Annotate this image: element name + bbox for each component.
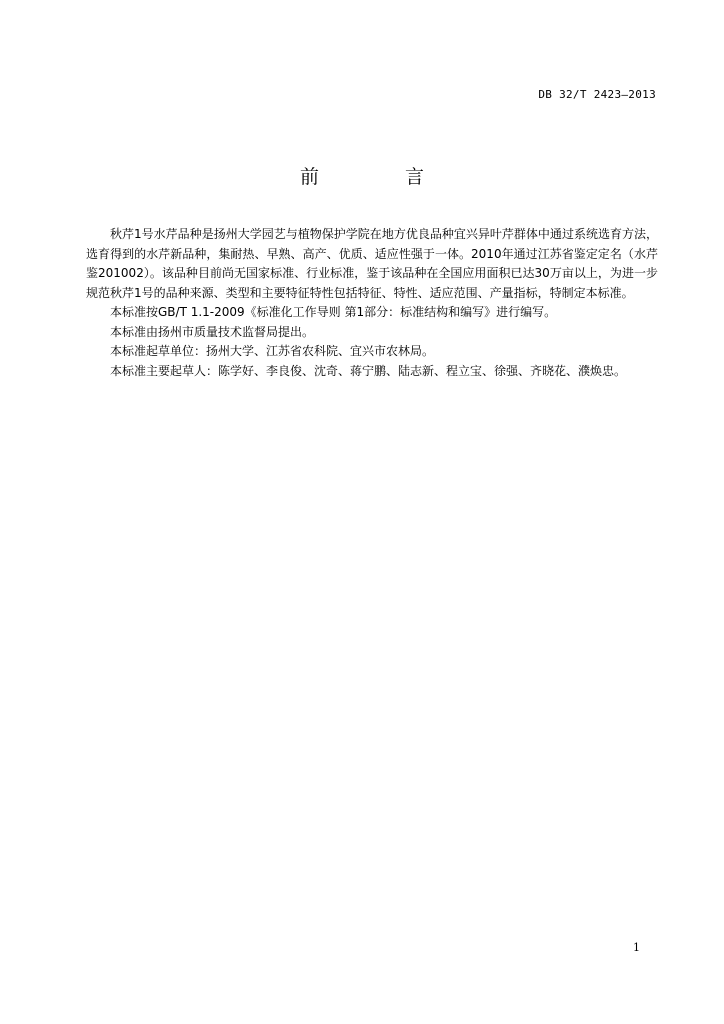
page-title: 前 言 bbox=[299, 166, 465, 188]
drafting-units-paragraph: 本标准起草单位：扬州大学、江苏省农科院、宜兴市农林局。 bbox=[110, 344, 435, 358]
intro-paragraph: 秋芹1号水芹品种是扬州大学园艺与植物保护学院在地方优良品种宜兴异叶芹群体中通过系统选育方法，选育得到的水芹新品种，集耐热、早熟、高产、优质、适应性强于一体。2010年通过江苏省鉴定定名（水芹鉴201002）。该品种目前尚无国家标准、行业标准，鉴于该品种在全国应用面积已达30万亩以上，为进一步规范秋芹1号的品种来源、类型和主要特征特性包括特征、特性、适应范围、产量指标，特制定本标准。 bbox=[86, 227, 658, 300]
document-body bbox=[86, 225, 658, 381]
proposer-paragraph: 本标准由扬州市质量技术监督局提出。 bbox=[110, 324, 315, 339]
document-code: DB 32/T 2423—2013 bbox=[538, 88, 656, 101]
drafting-rule-paragraph: 本标准按GB/T 1.1-2009《标准化工作导则 第1部分：标准结构和编写》进行编写。 bbox=[110, 305, 557, 319]
page-number: 1 bbox=[633, 941, 640, 954]
drafters-paragraph: 本标准主要起草人：陈学好、李良俊、沈奇、蒋宁鹏、陆志新、程立宝、徐强、齐晓花、濮焕忠。 bbox=[110, 363, 627, 378]
